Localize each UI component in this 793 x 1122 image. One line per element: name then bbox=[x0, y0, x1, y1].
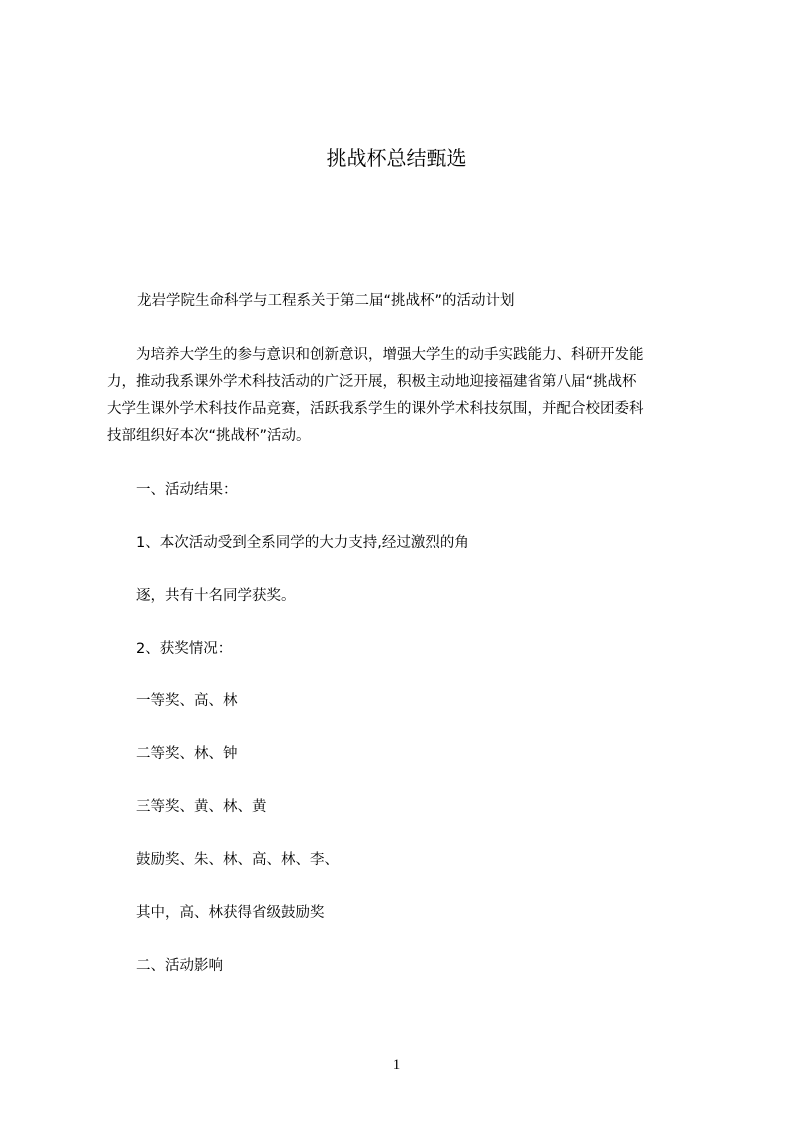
list-item: 二等奖、林、钟 bbox=[136, 746, 238, 762]
intro-line: 力，推动我系课外学术科技活动的广泛开展，积极主动地迎接福建省第八届“挑战杯 bbox=[107, 374, 637, 390]
intro-line: 为培养大学生的参与意识和创新意识，增强大学生的动手实践能力、科研开发能 bbox=[136, 347, 644, 363]
section-heading: 一、活动结果： bbox=[136, 482, 238, 498]
list-item: 鼓励奖、朱、林、高、林、李、 bbox=[136, 852, 339, 868]
list-item: 其中，高、林获得省级鼓励奖 bbox=[136, 905, 325, 921]
document-title: 挑战杯总结甄选 bbox=[326, 146, 467, 170]
list-item: 一等奖、高、林 bbox=[136, 693, 238, 709]
list-item: 2、获奖情况： bbox=[136, 641, 233, 657]
document-subtitle: 龙岩学院生命科学与工程系关于第二届“挑战杯”的活动计划 bbox=[137, 293, 515, 309]
section-heading: 二、活动影响 bbox=[136, 958, 223, 974]
intro-line: 技部组织好本次“挑战杯”活动。 bbox=[107, 428, 311, 444]
list-item: 1、本次活动受到全系同学的大力支持,经过激烈的角 bbox=[136, 535, 469, 551]
page-number: 1 bbox=[392, 1057, 401, 1073]
list-item: 三等奖、黄、林、黄 bbox=[136, 799, 267, 815]
intro-line: 大学生课外学术科技作品竞赛，活跃我系学生的课外学术科技氛围，并配合校团委科 bbox=[107, 401, 644, 417]
list-item: 逐，共有十名同学获奖。 bbox=[136, 588, 296, 604]
